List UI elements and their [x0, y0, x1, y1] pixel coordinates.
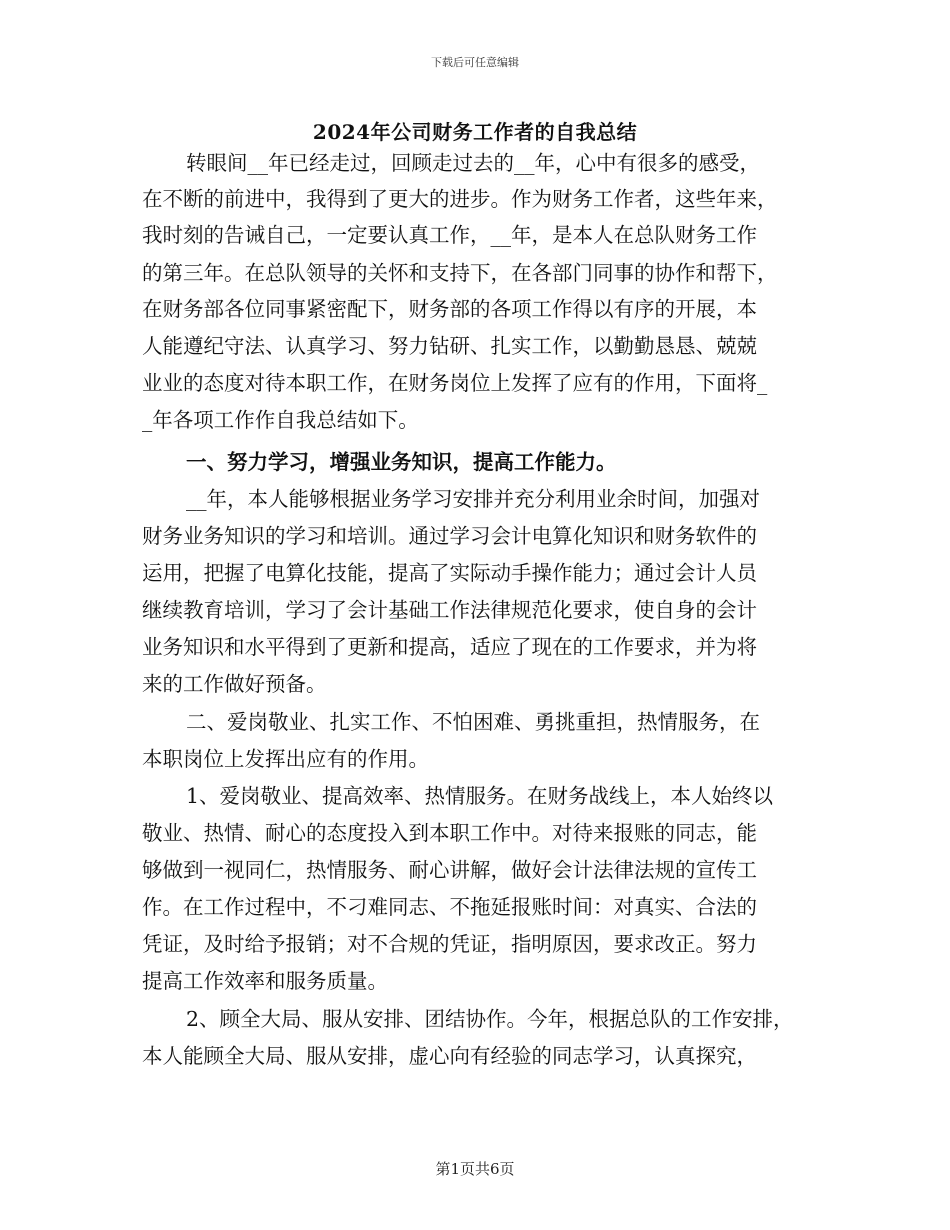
header-note: 下载后可任意编辑	[431, 56, 519, 69]
body-line: 本职岗位上发挥出应有的作用。	[142, 747, 429, 771]
body-line: __年，本人能够根据业务学习安排并充分利用业余时间，加强对	[186, 487, 760, 511]
body-line: 继续教育培训，学习了会计基础工作法律规范化要求，使自身的会计	[142, 598, 757, 622]
body-line: 运用，把握了电算化技能，提高了实际动手操作能力；通过会计人员	[142, 561, 757, 585]
body-line: 在财务部各位同事紧密配下，财务部的各项工作得以有序的开展，本	[142, 297, 757, 321]
body-line: 凭证，及时给予报销；对不合规的凭证，指明原因，要求改正。努力	[142, 932, 757, 956]
document-title: 2024年公司财务工作者的自我总结	[312, 120, 638, 144]
body-line: 我时刻的告诫自己，一定要认真工作，__年，是本人在总队财务工作	[142, 223, 757, 247]
body-line: 1、爱岗敬业、提高效率、热情服务。在财务战线上，本人始终以	[186, 784, 774, 808]
section-heading: 一、努力学习，增强业务知识，提高工作能力。	[186, 450, 617, 474]
body-line: 本人能顾全大局、服从安排，虚心向有经验的同志学习，认真探究，	[142, 1044, 757, 1068]
body-line: 2、顾全大局、服从安排、团结协作。今年，根据总队的工作安排，	[186, 1007, 794, 1031]
body-line: 提高工作效率和服务质量。	[142, 969, 388, 993]
body-line: 在不断的前进中，我得到了更大的进步。作为财务工作者，这些年来，	[142, 187, 778, 211]
body-line: 作。在工作过程中，不刁难同志、不拖延报账时间：对真实、合法的	[142, 895, 757, 919]
body-line: _年各项工作作自我总结如下。	[142, 408, 419, 432]
body-line: 的第三年。在总队领导的关怀和支持下，在各部门同事的协作和帮下，	[142, 261, 778, 285]
body-line: 够做到一视同仁，热情服务、耐心讲解，做好会计法律法规的宣传工	[142, 858, 757, 882]
body-line: 业务知识和水平得到了更新和提高，适应了现在的工作要求，并为将	[142, 635, 757, 659]
body-line: 人能遵纪守法、认真学习、努力钻研、扎实工作，以勤勤恳恳、兢兢	[142, 334, 757, 358]
body-line: 业业的态度对待本职工作，在财务岗位上发挥了应有的作用，下面将_	[142, 371, 768, 395]
body-line: 财务业务知识的学习和培训。通过学习会计电算化知识和财务软件的	[142, 524, 757, 548]
body-line: 转眼间__年已经走过，回顾走过去的__年，心中有很多的感受，	[186, 151, 760, 175]
body-line: 来的工作做好预备。	[142, 672, 327, 696]
body-line: 敬业、热情、耐心的态度投入到本职工作中。对待来报账的同志，能	[142, 821, 757, 845]
page-number: 第1页共6页	[435, 1160, 515, 1178]
body-line: 二、爱岗敬业、扎实工作、不怕困难、勇挑重担，热情服务，在	[186, 710, 760, 734]
